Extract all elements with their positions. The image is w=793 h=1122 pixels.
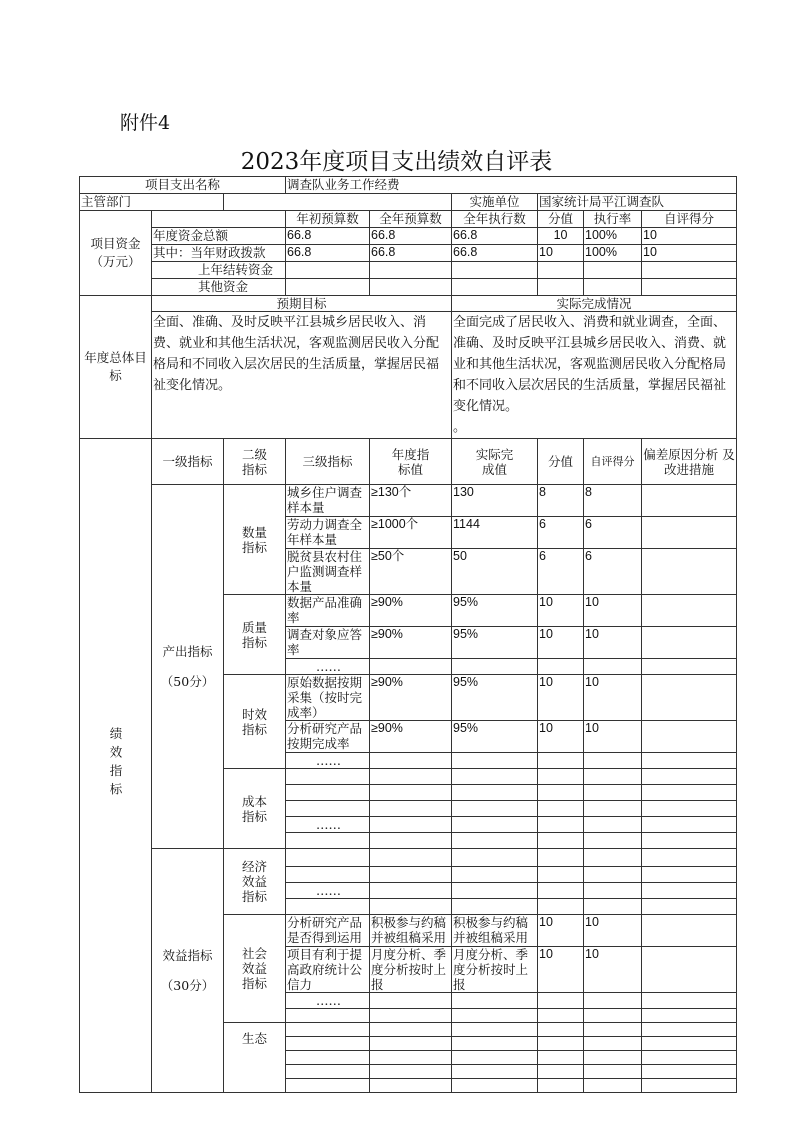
ind-reason: [642, 627, 737, 659]
ind-name: [286, 785, 370, 801]
ind-actual: [452, 833, 538, 849]
ind-name: [286, 1023, 370, 1037]
funds-row-label: 上年结转资金: [152, 262, 286, 279]
ind-actual: [452, 867, 538, 883]
funds-header-rate: 执行率: [584, 211, 642, 228]
quality-indicator-label: 质量指标: [224, 595, 286, 675]
ind-actual: 95%: [452, 675, 538, 721]
ind-score: [584, 1023, 642, 1037]
ind-target: 月度分析、季度分析按时上报: [370, 947, 452, 993]
ind-weight: [538, 1009, 584, 1023]
ind-name: [286, 1037, 370, 1051]
ind-score: [584, 769, 642, 785]
ind-target: [370, 833, 452, 849]
ind-score: [584, 785, 642, 801]
ind-name: [286, 1009, 370, 1023]
funds-header-initial: 年初预算数: [286, 211, 370, 228]
ind-more: ……: [286, 993, 370, 1009]
ind-target: ≥130个: [370, 485, 452, 517]
ind-name: [286, 1079, 370, 1093]
impl-unit-value: 国家统计局平江调查队: [538, 194, 737, 211]
goals-actual-tail: 。: [453, 420, 467, 435]
goals-section-label: 年度总体目标: [80, 296, 152, 439]
ind-name: 劳动力调查全年样本量: [286, 517, 370, 549]
ind-weight: [538, 849, 584, 867]
ind-score: 6: [584, 517, 642, 549]
ind-target: ≥90%: [370, 675, 452, 721]
ind-target: ≥1000个: [370, 517, 452, 549]
ind-actual: [452, 785, 538, 801]
ind-weight: 6: [538, 549, 584, 595]
funds-header-blank: [152, 211, 286, 228]
ind-name: 原始数据按期采集（按时完成率）: [286, 675, 370, 721]
ind-reason: [642, 675, 737, 721]
funds-header-annual: 全年预算数: [370, 211, 452, 228]
ind-actual: [452, 801, 538, 817]
ind-score: [584, 899, 642, 915]
ind-more: ……: [286, 883, 370, 899]
ind-target: ≥90%: [370, 627, 452, 659]
goals-actual-cell: [452, 312, 737, 439]
ind-target: ≥50个: [370, 549, 452, 595]
ind-score: [584, 833, 642, 849]
ind-target: [370, 883, 452, 899]
social-indicator-label: 社会效益指标: [224, 915, 286, 1023]
output-label: 产出指标: [162, 643, 213, 659]
quantity-indicator-label: 数量指标: [224, 485, 286, 595]
ind-score: [584, 867, 642, 883]
ind-target: [370, 1009, 452, 1023]
funds-row-label: 其他资金: [152, 279, 286, 296]
funds-self-score: 10: [642, 245, 737, 262]
goals-expected-header: 预期目标: [152, 296, 452, 312]
ind-weight: 10: [538, 947, 584, 993]
ind-score: 10: [584, 947, 642, 993]
ind-actual: [452, 769, 538, 785]
funds-initial: 66.8: [286, 245, 370, 262]
ind-reason: [642, 883, 737, 899]
timeliness-indicator-label: 时效指标: [224, 675, 286, 769]
ind-reason: [642, 1065, 737, 1079]
funds-weight: [538, 279, 584, 296]
funds-executed: 66.8: [452, 245, 538, 262]
ind-target: [370, 899, 452, 915]
ind-name: [286, 867, 370, 883]
performance-table: [79, 176, 737, 1093]
ind-header-actual: 实际完成值: [452, 439, 538, 485]
ind-weight: [538, 753, 584, 769]
ind-target: [370, 801, 452, 817]
ind-name: 分析研究产品是否得到运用: [286, 915, 370, 947]
ind-score: [584, 993, 642, 1009]
funds-rate: [584, 262, 642, 279]
ind-weight: [538, 899, 584, 915]
ind-more: ……: [286, 659, 370, 675]
impl-unit-label: 实施单位: [452, 194, 538, 211]
ind-name: 脱贫县农村住户监测调查样本量: [286, 549, 370, 595]
funds-annual: [370, 262, 452, 279]
ind-score: [584, 1051, 642, 1065]
ind-target: [370, 817, 452, 833]
ind-score: [584, 883, 642, 899]
ind-actual: [452, 1065, 538, 1079]
ind-weight: [538, 833, 584, 849]
funds-row-fiscal: [80, 245, 737, 262]
ind-actual: 95%: [452, 627, 538, 659]
attachment-label: 附件4: [120, 112, 171, 134]
ind-weight: [538, 817, 584, 833]
ind-actual: [452, 1051, 538, 1065]
output-points: （50分）: [160, 673, 215, 689]
ind-header-level1: 一级指标: [152, 439, 224, 485]
ind-target: [370, 785, 452, 801]
goals-actual-header: 实际完成情况: [452, 296, 737, 312]
ind-actual: [452, 817, 538, 833]
ind-target: ≥90%: [370, 595, 452, 627]
funds-row-other: [80, 279, 737, 296]
ind-reason: [642, 1051, 737, 1065]
ind-score: 8: [584, 485, 642, 517]
ind-name: 数据产品准确率: [286, 595, 370, 627]
ind-actual: 1144: [452, 517, 538, 549]
ind-score: [584, 1037, 642, 1051]
ind-actual: 月度分析、季度分析按时上报: [452, 947, 538, 993]
ind-weight: [538, 1051, 584, 1065]
ind-weight: [538, 801, 584, 817]
ind-weight: 10: [538, 627, 584, 659]
funds-initial: [286, 279, 370, 296]
ind-reason: [642, 801, 737, 817]
ind-reason: [642, 915, 737, 947]
ind-weight: 10: [538, 915, 584, 947]
page-title: 2023年度项目支出绩效自评表: [240, 149, 553, 175]
funds-executed: 66.8: [452, 228, 538, 245]
goals-actual-text: 全面完成了居民收入、消费和就业调查，全面、准确、及时反映平江县城乡居民收入、消费、就业和其他生活状况，客观监测居民收入分配格局和不同收入层次居民的生活质量，掌握居民福祉变化情况。: [453, 315, 727, 414]
ind-score: 6: [584, 549, 642, 595]
ind-score: [584, 849, 642, 867]
funds-rate: [584, 279, 642, 296]
ind-actual: [452, 659, 538, 675]
ind-weight: [538, 883, 584, 899]
ind-name: [286, 769, 370, 785]
ind-target: [370, 753, 452, 769]
ind-target: 积极参与约稿并被组稿采用: [370, 915, 452, 947]
ind-reason: [642, 549, 737, 595]
ind-actual: 130: [452, 485, 538, 517]
ecological-indicator-label: 生态: [224, 1023, 286, 1093]
funds-annual: 66.8: [370, 228, 452, 245]
funds-annual: 66.8: [370, 245, 452, 262]
benefit-indicator-label: [152, 849, 224, 1093]
ind-name: 项目有利于提高政府统计公信力: [286, 947, 370, 993]
ind-weight: 10: [538, 595, 584, 627]
ind-actual: 95%: [452, 721, 538, 753]
ind-score: [584, 1079, 642, 1093]
funds-annual: [370, 279, 452, 296]
cost-indicator-label: 成本指标: [224, 769, 286, 849]
funds-self-score: 10: [642, 228, 737, 245]
funds-row-carryover: [80, 262, 737, 279]
ind-header-weight: 分值: [538, 439, 584, 485]
ind-score: 10: [584, 675, 642, 721]
ind-actual: 积极参与约稿并被组稿采用: [452, 915, 538, 947]
ind-actual: [452, 1037, 538, 1051]
ind-target: [370, 1079, 452, 1093]
ind-score: 10: [584, 595, 642, 627]
indicators-section-text: 绩效指标: [108, 727, 123, 801]
project-name-label: 项目支出名称: [80, 177, 286, 194]
ind-score: 10: [584, 627, 642, 659]
ind-actual: [452, 883, 538, 899]
ind-weight: 6: [538, 517, 584, 549]
ind-reason: [642, 753, 737, 769]
indicators-section-label: [80, 439, 152, 1093]
ind-target: [370, 993, 452, 1009]
ind-target: [370, 769, 452, 785]
ind-name: 城乡住户调查样本量: [286, 485, 370, 517]
ind-score: [584, 801, 642, 817]
ind-weight: [538, 867, 584, 883]
ind-actual: 50: [452, 549, 538, 595]
funds-rate: 100%: [584, 228, 642, 245]
ind-target: [370, 1037, 452, 1051]
ind-reason: [642, 1023, 737, 1037]
ind-reason: [642, 595, 737, 627]
funds-header-score: 自评得分: [642, 211, 737, 228]
funds-weight: 10: [538, 245, 584, 262]
funds-executed: [452, 262, 538, 279]
funds-self-score: [642, 279, 737, 296]
ind-reason: [642, 849, 737, 867]
ind-reason: [642, 867, 737, 883]
ind-weight: [538, 1023, 584, 1037]
ind-header-reason: 偏差原因分析 及改进措施: [642, 439, 737, 485]
funds-weight: 10: [538, 228, 584, 245]
ind-actual: 95%: [452, 595, 538, 627]
funds-initial: [286, 262, 370, 279]
funds-initial: 66.8: [286, 228, 370, 245]
ind-header-target: 年度指标值: [370, 439, 452, 485]
ind-target: [370, 1065, 452, 1079]
dept-value: [224, 194, 452, 211]
ind-target: [370, 1051, 452, 1065]
ind-name: [286, 801, 370, 817]
ind-name: 分析研究产品按期完成率: [286, 721, 370, 753]
funds-section-label: 项目资金（万元）: [80, 211, 152, 296]
project-name-value: 调查队业务工作经费: [286, 177, 737, 194]
ind-score: [584, 1009, 642, 1023]
ind-actual: [452, 849, 538, 867]
ind-score: [584, 1065, 642, 1079]
funds-weight: [538, 262, 584, 279]
ind-weight: 10: [538, 675, 584, 721]
ind-actual: [452, 899, 538, 915]
ind-actual: [452, 753, 538, 769]
ind-reason: [642, 485, 737, 517]
ind-score: 10: [584, 721, 642, 753]
benefit-label: 效益指标: [162, 947, 213, 963]
ind-name: [286, 1051, 370, 1065]
funds-rate: 100%: [584, 245, 642, 262]
ind-target: [370, 659, 452, 675]
ind-header-level2: 二级指标: [224, 439, 286, 485]
funds-header-weight: 分值: [538, 211, 584, 228]
ind-reason: [642, 833, 737, 849]
ind-score: [584, 659, 642, 675]
ind-score: [584, 753, 642, 769]
ind-reason: [642, 1037, 737, 1051]
funds-self-score: [642, 262, 737, 279]
funds-row-total: [80, 228, 737, 245]
ind-reason: [642, 1079, 737, 1093]
benefit-points: （30分）: [160, 977, 215, 993]
ind-target: [370, 1023, 452, 1037]
ind-reason: [642, 659, 737, 675]
ind-weight: [538, 1079, 584, 1093]
output-indicator-label: [152, 485, 224, 849]
ind-weight: [538, 1037, 584, 1051]
funds-row-label: 其中：当年财政拨款: [152, 245, 286, 262]
ind-reason: [642, 785, 737, 801]
funds-executed: [452, 279, 538, 296]
ind-actual: [452, 993, 538, 1009]
ind-weight: 10: [538, 721, 584, 753]
ind-target: [370, 849, 452, 867]
economic-indicator-label: 经济效益指标: [224, 849, 286, 915]
funds-row-label: 年度资金总额: [152, 228, 286, 245]
ind-name: [286, 1065, 370, 1079]
ind-target: [370, 867, 452, 883]
dept-label: 主管部门: [80, 194, 224, 211]
ind-reason: [642, 993, 737, 1009]
ind-weight: [538, 785, 584, 801]
ind-reason: [642, 517, 737, 549]
ind-reason: [642, 721, 737, 753]
ind-weight: 8: [538, 485, 584, 517]
goals-expected-text: 全面、准确、及时反映平江县城乡居民收入、消费、就业和其他生活状况，客观监测居民收入分配格局和不同收入层次居民的生活质量，掌握居民福祉变化情况。: [152, 312, 452, 439]
ind-reason: [642, 1009, 737, 1023]
ind-name: [286, 833, 370, 849]
ind-header-score: 自评得分: [584, 439, 642, 485]
ind-weight: [538, 993, 584, 1009]
ind-reason: [642, 817, 737, 833]
ind-actual: [452, 1079, 538, 1093]
ind-name: [286, 899, 370, 915]
ind-reason: [642, 769, 737, 785]
ind-reason: [642, 899, 737, 915]
ind-weight: [538, 769, 584, 785]
ind-more: ……: [286, 817, 370, 833]
ind-weight: [538, 659, 584, 675]
ind-reason: [642, 947, 737, 993]
ind-more: ……: [286, 753, 370, 769]
ind-score: 10: [584, 915, 642, 947]
ind-name: [286, 849, 370, 867]
ind-actual: [452, 1023, 538, 1037]
ind-header-level3: 三级指标: [286, 439, 370, 485]
ind-score: [584, 817, 642, 833]
ind-target: ≥90%: [370, 721, 452, 753]
ind-name: 调查对象应答率: [286, 627, 370, 659]
ind-actual: [452, 1009, 538, 1023]
funds-header-executed: 全年执行数: [452, 211, 538, 228]
ind-weight: [538, 1065, 584, 1079]
